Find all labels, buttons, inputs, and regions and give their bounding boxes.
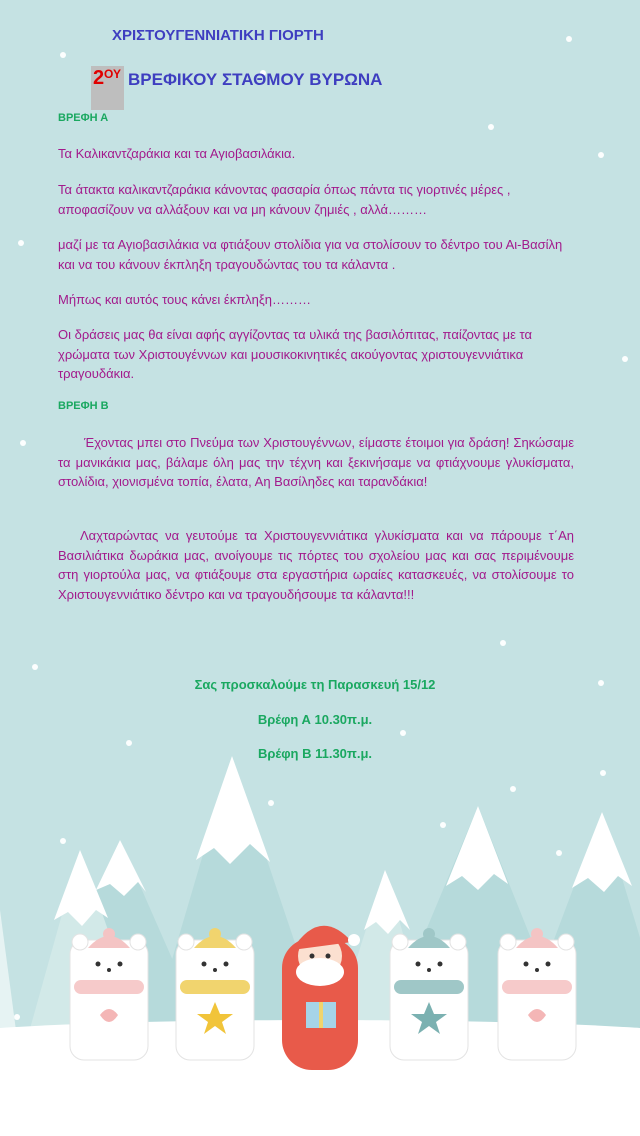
polar-bear-yellow-star	[176, 928, 254, 1060]
invitation-date: Σας προσκαλούμε τη Παρασκευή 15/12	[194, 677, 436, 692]
snowflake	[18, 240, 24, 246]
school-name: ΒΡΕΦΙΚΟΥ ΣΤΑΘΜΟΥ ΒΥΡΩΝΑ	[128, 70, 383, 89]
snowflake	[598, 152, 604, 158]
section-a-paragraph-3: μαζί με τα Αγιοβασιλάκια να φτιάξουν στολίδια για να στολίσουν το δέντρο του Αι-Βασίλη και να του κάνουν έκπληξη τραγουδώντας του τα κάλαντα .	[58, 237, 563, 272]
santa-claus	[282, 926, 360, 1070]
snowflake	[60, 52, 66, 58]
section-b-heading: ΒΡΕΦΗ Β	[58, 400, 109, 412]
snowflake	[20, 440, 26, 446]
section-a-paragraph-1: Τα Καλικαντζαράκια και τα Αγιοβασιλάκια.	[58, 146, 296, 161]
polar-bear-teal-star	[390, 928, 468, 1060]
badge-number: 2	[93, 67, 105, 89]
infants-b-time: Βρέφη Β 11.30π.μ.	[257, 746, 373, 761]
section-b-paragraph-1: Έχοντας μπει στο Πνεύμα των Χριστουγέννων, είμαστε έτοιμοι για δράση! Σηκώσαμε τα μανικάκια μας, βάλαμε όλη μας την τέχνη και ξεκινήσαμε να φτιάχνουμε γλυκίσματα, στολίδια, χιονισμένα τοπία, έλατα, Αη Βασίληδες και ταρανδάκια!	[58, 435, 574, 489]
infants-a-time: Βρέφη Α 10.30π.μ.	[257, 712, 373, 727]
snowflake	[500, 640, 506, 646]
section-a-paragraph-2: Τα άτακτα καλικαντζαράκια κάνοντας φασαρία όπως πάντα τις γιορτινές μέρες , αποφασίζουν να αλλάξουν και να μη κάνουν ζημιές , αλλά………	[58, 182, 511, 217]
snowflake	[488, 124, 494, 130]
snowflake	[400, 730, 406, 736]
section-a-paragraph-4: Μήπως και αυτός τους κάνει έκπληξη………	[58, 292, 311, 307]
snowflake	[622, 356, 628, 362]
section-b-paragraph-2: Λαχταρώντας να γευτούμε τα Χριστουγεννιάτικα γλυκίσματα και να πάρουμε τ΄Αη Βασιλιάτικα δωράκια μας, ανοίγουμε τις πόρτες του σχολείου μας και σας περιμένουμε στη γιορτούλα μας, να φτιάξουμε στα εργαστήρια ωραίες κατασκευές, να στολίσουμε το Χριστουγεννιάτικο δέντρο και να τραγουδήσουμε τα κάλαντα!!!	[58, 528, 574, 602]
snowflake	[566, 36, 572, 42]
polar-bear-pink-heart-right	[498, 928, 576, 1060]
event-title: ΧΡΙΣΤΟΥΓΕΝΝΙΑΤΙΚΗ ΓΙΟΡΤΗ	[112, 27, 324, 44]
badge-superscript: ΟΥ	[104, 67, 122, 81]
polar-bear-pink-heart	[70, 928, 148, 1060]
section-a-heading: ΒΡΕΦΗ Α	[58, 112, 109, 124]
winter-scene-illustration	[0, 740, 640, 1136]
section-a-paragraph-5: Οι δράσεις μας θα είναι αφής αγγίζοντας τα υλικά της βασιλόπιτας, παίζοντας με τα χρώματα των Χριστουγέννων και μουσικοκινητικές ακούγοντας χριστουγεννιάτικα τραγουδάκια.	[58, 327, 533, 381]
snowflake	[32, 664, 38, 670]
